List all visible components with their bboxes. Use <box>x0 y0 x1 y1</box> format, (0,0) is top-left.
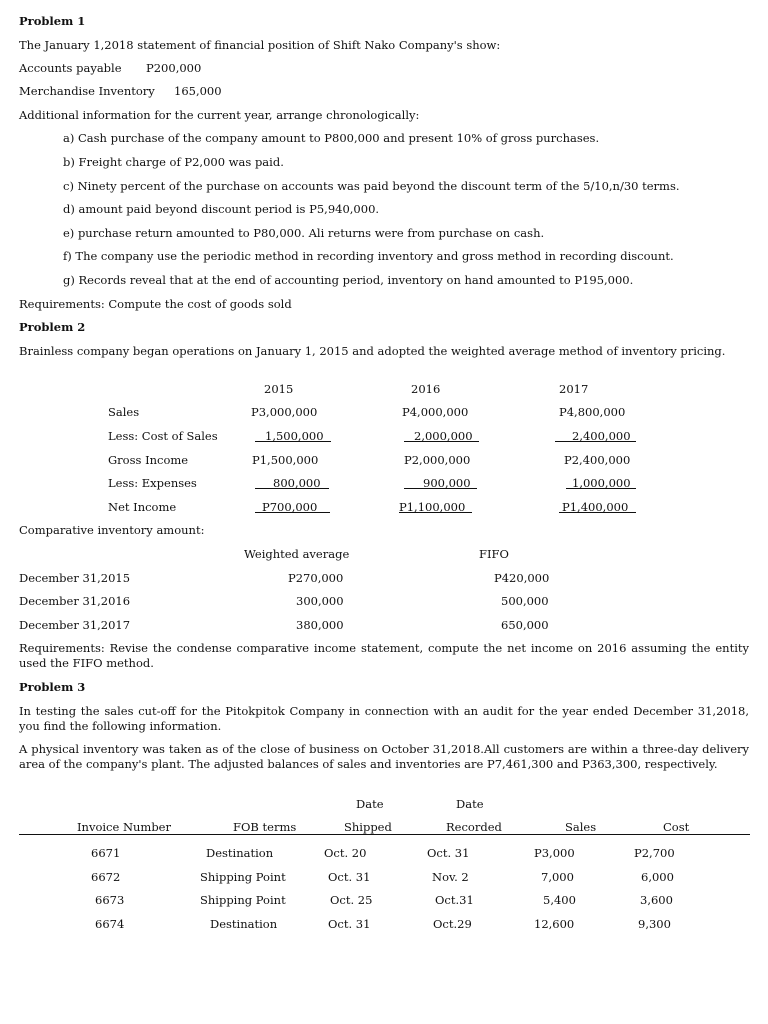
year-header: 2015 <box>264 382 294 396</box>
list-item: a) Cash purchase of the company amount to P800,000 and present 10% of gross purchases. <box>63 131 600 145</box>
underline <box>399 512 472 513</box>
table-cell: 650,000 <box>501 618 549 632</box>
underline <box>255 512 330 513</box>
list-item: e) purchase return amounted to P80,000. Ali returns were from purchase on cash. <box>63 226 545 240</box>
problem-2-title: Problem 2 <box>19 320 86 334</box>
additional-info: Additional information for the current year, arrange chronologically: <box>19 108 420 122</box>
table-cell: 6672 <box>91 870 121 884</box>
row-label-cost-of-sales: Less: Cost of Sales <box>108 429 218 443</box>
underline <box>255 441 331 442</box>
problem-2-intro: Brainless company began operations on January 1, 2015 and adopted the weighted average method of inventory pricing. <box>19 344 726 358</box>
underline <box>566 488 636 489</box>
table-cell: Destination <box>210 917 278 931</box>
table-cell: 6673 <box>95 893 125 907</box>
header-sales: Sales <box>565 820 597 834</box>
underline <box>559 512 636 513</box>
table-cell: 2,000,000 <box>414 429 473 443</box>
header-recorded: Recorded <box>446 820 502 834</box>
inventory-date: December 31,2016 <box>19 594 131 608</box>
list-item: d) amount paid beyond discount period is P5,940,000. <box>63 202 380 216</box>
comparative-label: Comparative inventory amount: <box>19 523 205 537</box>
row-label-expenses: Less: Expenses <box>108 476 197 490</box>
table-cell: Oct. 20 <box>324 846 367 860</box>
underline <box>255 488 329 489</box>
table-cell: 800,000 <box>273 476 321 490</box>
table-cell: Oct. 31 <box>328 917 371 931</box>
inventory-date: December 31,2017 <box>19 618 131 632</box>
table-cell: 6671 <box>91 846 121 860</box>
row-label-sales: Sales <box>108 405 140 419</box>
table-cell: P2,400,000 <box>564 453 631 467</box>
problem-3-paragraph-2: A physical inventory was taken as of the close of business on October 31,2018.All customers are within a three-day delivery area of the company's plant. The adjusted balances of sales and inventories are P7,461,300 and P363,300, respectively. <box>19 742 749 771</box>
table-cell: P1,400,000 <box>562 500 629 514</box>
table-cell: Oct.29 <box>433 917 472 931</box>
table-cell: 9,300 <box>638 917 671 931</box>
table-cell: 500,000 <box>501 594 549 608</box>
table-cell: 6674 <box>95 917 125 931</box>
accounts-payable-label: Accounts payable <box>19 61 122 75</box>
table-cell: 6,000 <box>641 870 674 884</box>
problem-1-title: Problem 1 <box>19 14 86 28</box>
list-item: f) The company use the periodic method in recording inventory and gross method in recording discount. <box>63 249 674 263</box>
merchandise-inventory-value: 165,000 <box>174 84 222 98</box>
table-cell: P1,100,000 <box>399 500 466 514</box>
row-label-gross-income: Gross Income <box>108 453 189 467</box>
table-cell: 900,000 <box>423 476 471 490</box>
table-header-rule <box>19 834 750 835</box>
table-cell: 7,000 <box>541 870 574 884</box>
row-label-net-income: Net Income <box>108 500 177 514</box>
problem-2-requirement: Requirements: Revise the condense comparative income statement, compute the net income on 2016 assuming the entity used the FIFO method. <box>19 641 749 670</box>
column-header-weighted-average: Weighted average <box>244 547 350 561</box>
accounts-payable-value: P200,000 <box>146 61 202 75</box>
underline <box>404 488 477 489</box>
table-cell: 5,400 <box>543 893 576 907</box>
table-cell: 2,400,000 <box>572 429 631 443</box>
problem-3-title: Problem 3 <box>19 680 86 694</box>
underline <box>555 441 636 442</box>
table-cell: P1,500,000 <box>252 453 319 467</box>
underline <box>404 441 479 442</box>
problem-1-intro: The January 1,2018 statement of financial position of Shift Nako Company's show: <box>19 38 501 52</box>
table-cell: Shipping Point <box>200 870 286 884</box>
table-cell: 1,500,000 <box>265 429 324 443</box>
table-cell: P3,000,000 <box>251 405 318 419</box>
table-cell: Oct. 31 <box>328 870 371 884</box>
table-cell: P2,700 <box>634 846 675 860</box>
table-cell: P270,000 <box>288 571 344 585</box>
header-date-shipped-top: Date <box>356 797 384 811</box>
table-cell: Nov. 2 <box>432 870 469 884</box>
list-item: g) Records reveal that at the end of accounting period, inventory on hand amounted to P195,000. <box>63 273 634 287</box>
header-shipped: Shipped <box>344 820 392 834</box>
table-cell: 380,000 <box>296 618 344 632</box>
column-header-fifo: FIFO <box>479 547 509 561</box>
header-invoice-number: Invoice Number <box>77 820 171 834</box>
header-date-recorded-top: Date <box>456 797 484 811</box>
header-cost: Cost <box>663 820 690 834</box>
table-cell: P700,000 <box>262 500 318 514</box>
merchandise-inventory-label: Merchandise Inventory <box>19 84 155 98</box>
header-fob-terms: FOB terms <box>233 820 297 834</box>
table-cell: P420,000 <box>494 571 550 585</box>
list-item: b) Freight charge of P2,000 was paid. <box>63 155 284 169</box>
table-cell: Shipping Point <box>200 893 286 907</box>
year-header: 2017 <box>559 382 589 396</box>
table-cell: 12,600 <box>534 917 575 931</box>
problem-3-paragraph-1: In testing the sales cut-off for the Pitokpitok Company in connection with an audit for the year ended December 31,2018, you find the following information. <box>19 704 749 733</box>
table-cell: 1,000,000 <box>572 476 631 490</box>
table-cell: 3,600 <box>640 893 673 907</box>
table-cell: Oct.31 <box>435 893 474 907</box>
table-cell: P2,000,000 <box>404 453 471 467</box>
table-cell: P4,000,000 <box>402 405 469 419</box>
year-header: 2016 <box>411 382 441 396</box>
table-cell: Destination <box>206 846 274 860</box>
table-cell: Oct. 25 <box>330 893 373 907</box>
list-item: c) Ninety percent of the purchase on accounts was paid beyond the discount term of the 5/10,n/30 terms. <box>63 179 680 193</box>
inventory-date: December 31,2015 <box>19 571 131 585</box>
table-cell: P3,000 <box>534 846 575 860</box>
table-cell: P4,800,000 <box>559 405 626 419</box>
table-cell: Oct. 31 <box>427 846 470 860</box>
problem-1-requirement: Requirements: Compute the cost of goods sold <box>19 297 292 311</box>
table-cell: 300,000 <box>296 594 344 608</box>
